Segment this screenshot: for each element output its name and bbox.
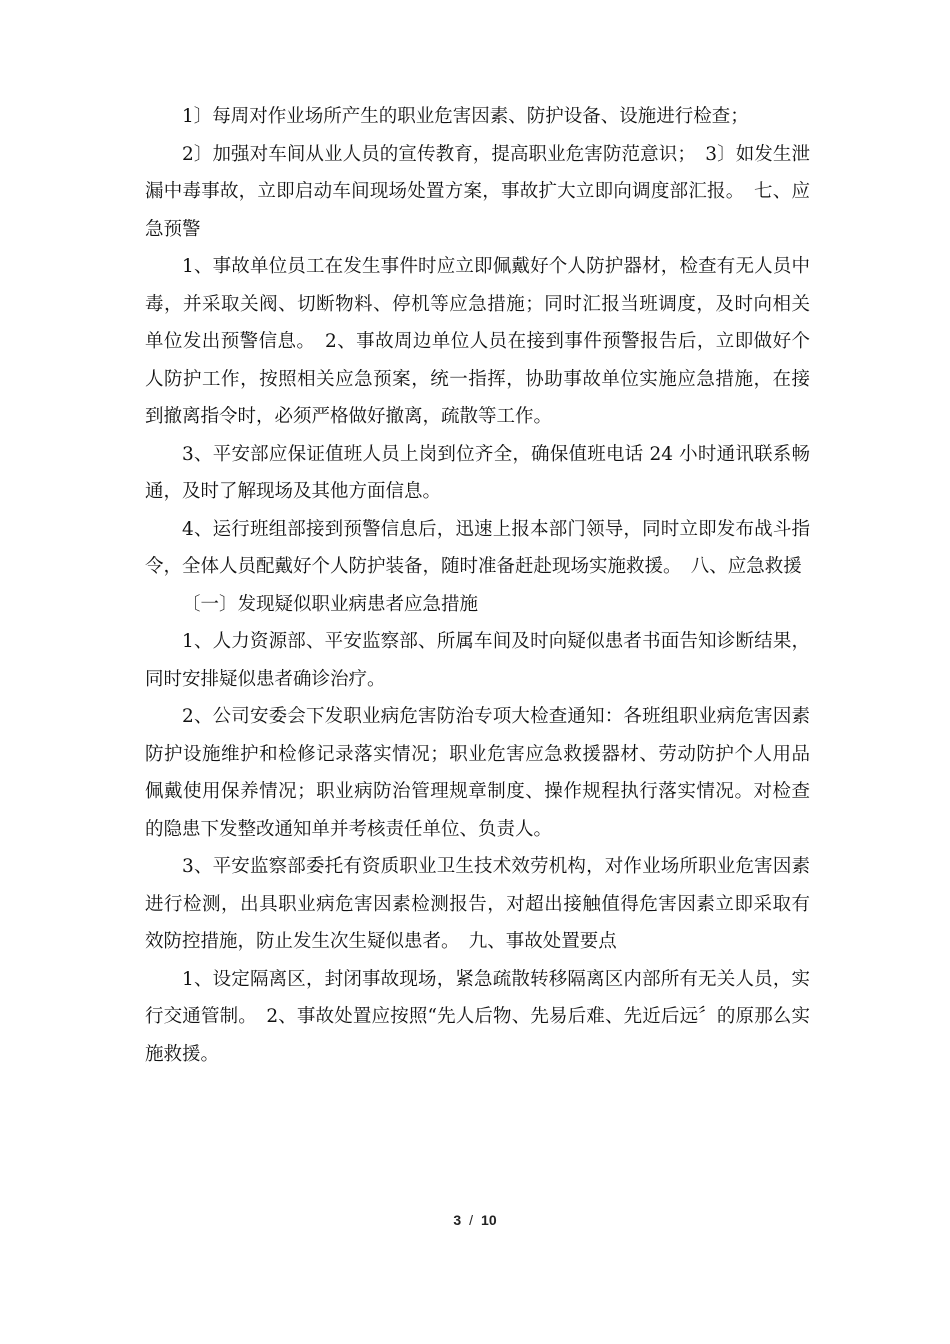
page-separator: / (469, 1212, 474, 1228)
paragraph: 1、事故单位员工在发生事件时应立即佩戴好个人防护器材，检查有无人员中毒，并采取关阀、切断物料、停机等应急措施；同时汇报当班调度，及时向相关单位发出预警信息。 2、事故周边单位人员在接到事件预警报告后，立即做好个人防护工作，按照相关应急预案，统一指挥，协助事故单位实施应急措施，在接到撤离指令时，必须严格做好撤离，疏散等工作。 (145, 256, 810, 427)
paragraph: 2、公司安委会下发职业病危害防治专项大检查通知：各班组职业病危害因素防护设施维护和检修记录落实情况；职业危害应急救援器材、劳动防护个人用品佩戴使用保养情况；职业病防治管理规章制度、操作规程执行落实情况。对检查的隐患下发整改通知单并考核责任单位、负责人。 (145, 706, 810, 840)
section-heading: 〔一〕发现疑似职业病患者应急措施 (182, 593, 479, 615)
current-page-number: 3 (453, 1212, 462, 1228)
paragraph: 4、运行班组部接到预警信息后，迅速上报本部门领导，同时立即发布战斗指令，全体人员配戴好个人防护装备，随时准备赶赴现场实施救援。 八、应急救援 (145, 518, 810, 577)
paragraph: 2〕加强对车间从业人员的宣传教育，提高职业危害防范意识； 3〕如发生泄漏中毒事故，立即启动车间现场处置方案，事故扩大立即向调度部汇报。 七、应急预警 (145, 143, 810, 240)
document-body (145, 98, 810, 1073)
paragraph: 1、人力资源部、平安监察部、所属车间及时向疑似患者书面告知诊断结果，同时安排疑似患者确诊治疗。 (145, 631, 810, 690)
paragraph: 1〕每周对作业场所产生的职业危害因素、防护设备、设施进行检查； (182, 106, 749, 127)
paragraph: 3、平安部应保证值班人员上岗到位齐全，确保值班电话 24 小时通讯联系畅通，及时了解现场及其他方面信息。 (145, 443, 810, 502)
page-number-footer (0, 1212, 950, 1228)
paragraph: 3、平安监察部委托有资质职业卫生技术效劳机构，对作业场所职业危害因素进行检测，出具职业病危害因素检测报告，对超出接触值得危害因素立即采取有效防控措施，防止发生次生疑似患者。 九、事故处置要点 (145, 856, 810, 952)
total-pages-number: 10 (481, 1212, 497, 1228)
paragraph: 1、设定隔离区，封闭事故现场，紧急疏散转移隔离区内部所有无关人员，实行交通管制。 2、事故处置应按照“先人后物、先易后难、先近后远〞的原那么实施救援。 (145, 968, 810, 1065)
